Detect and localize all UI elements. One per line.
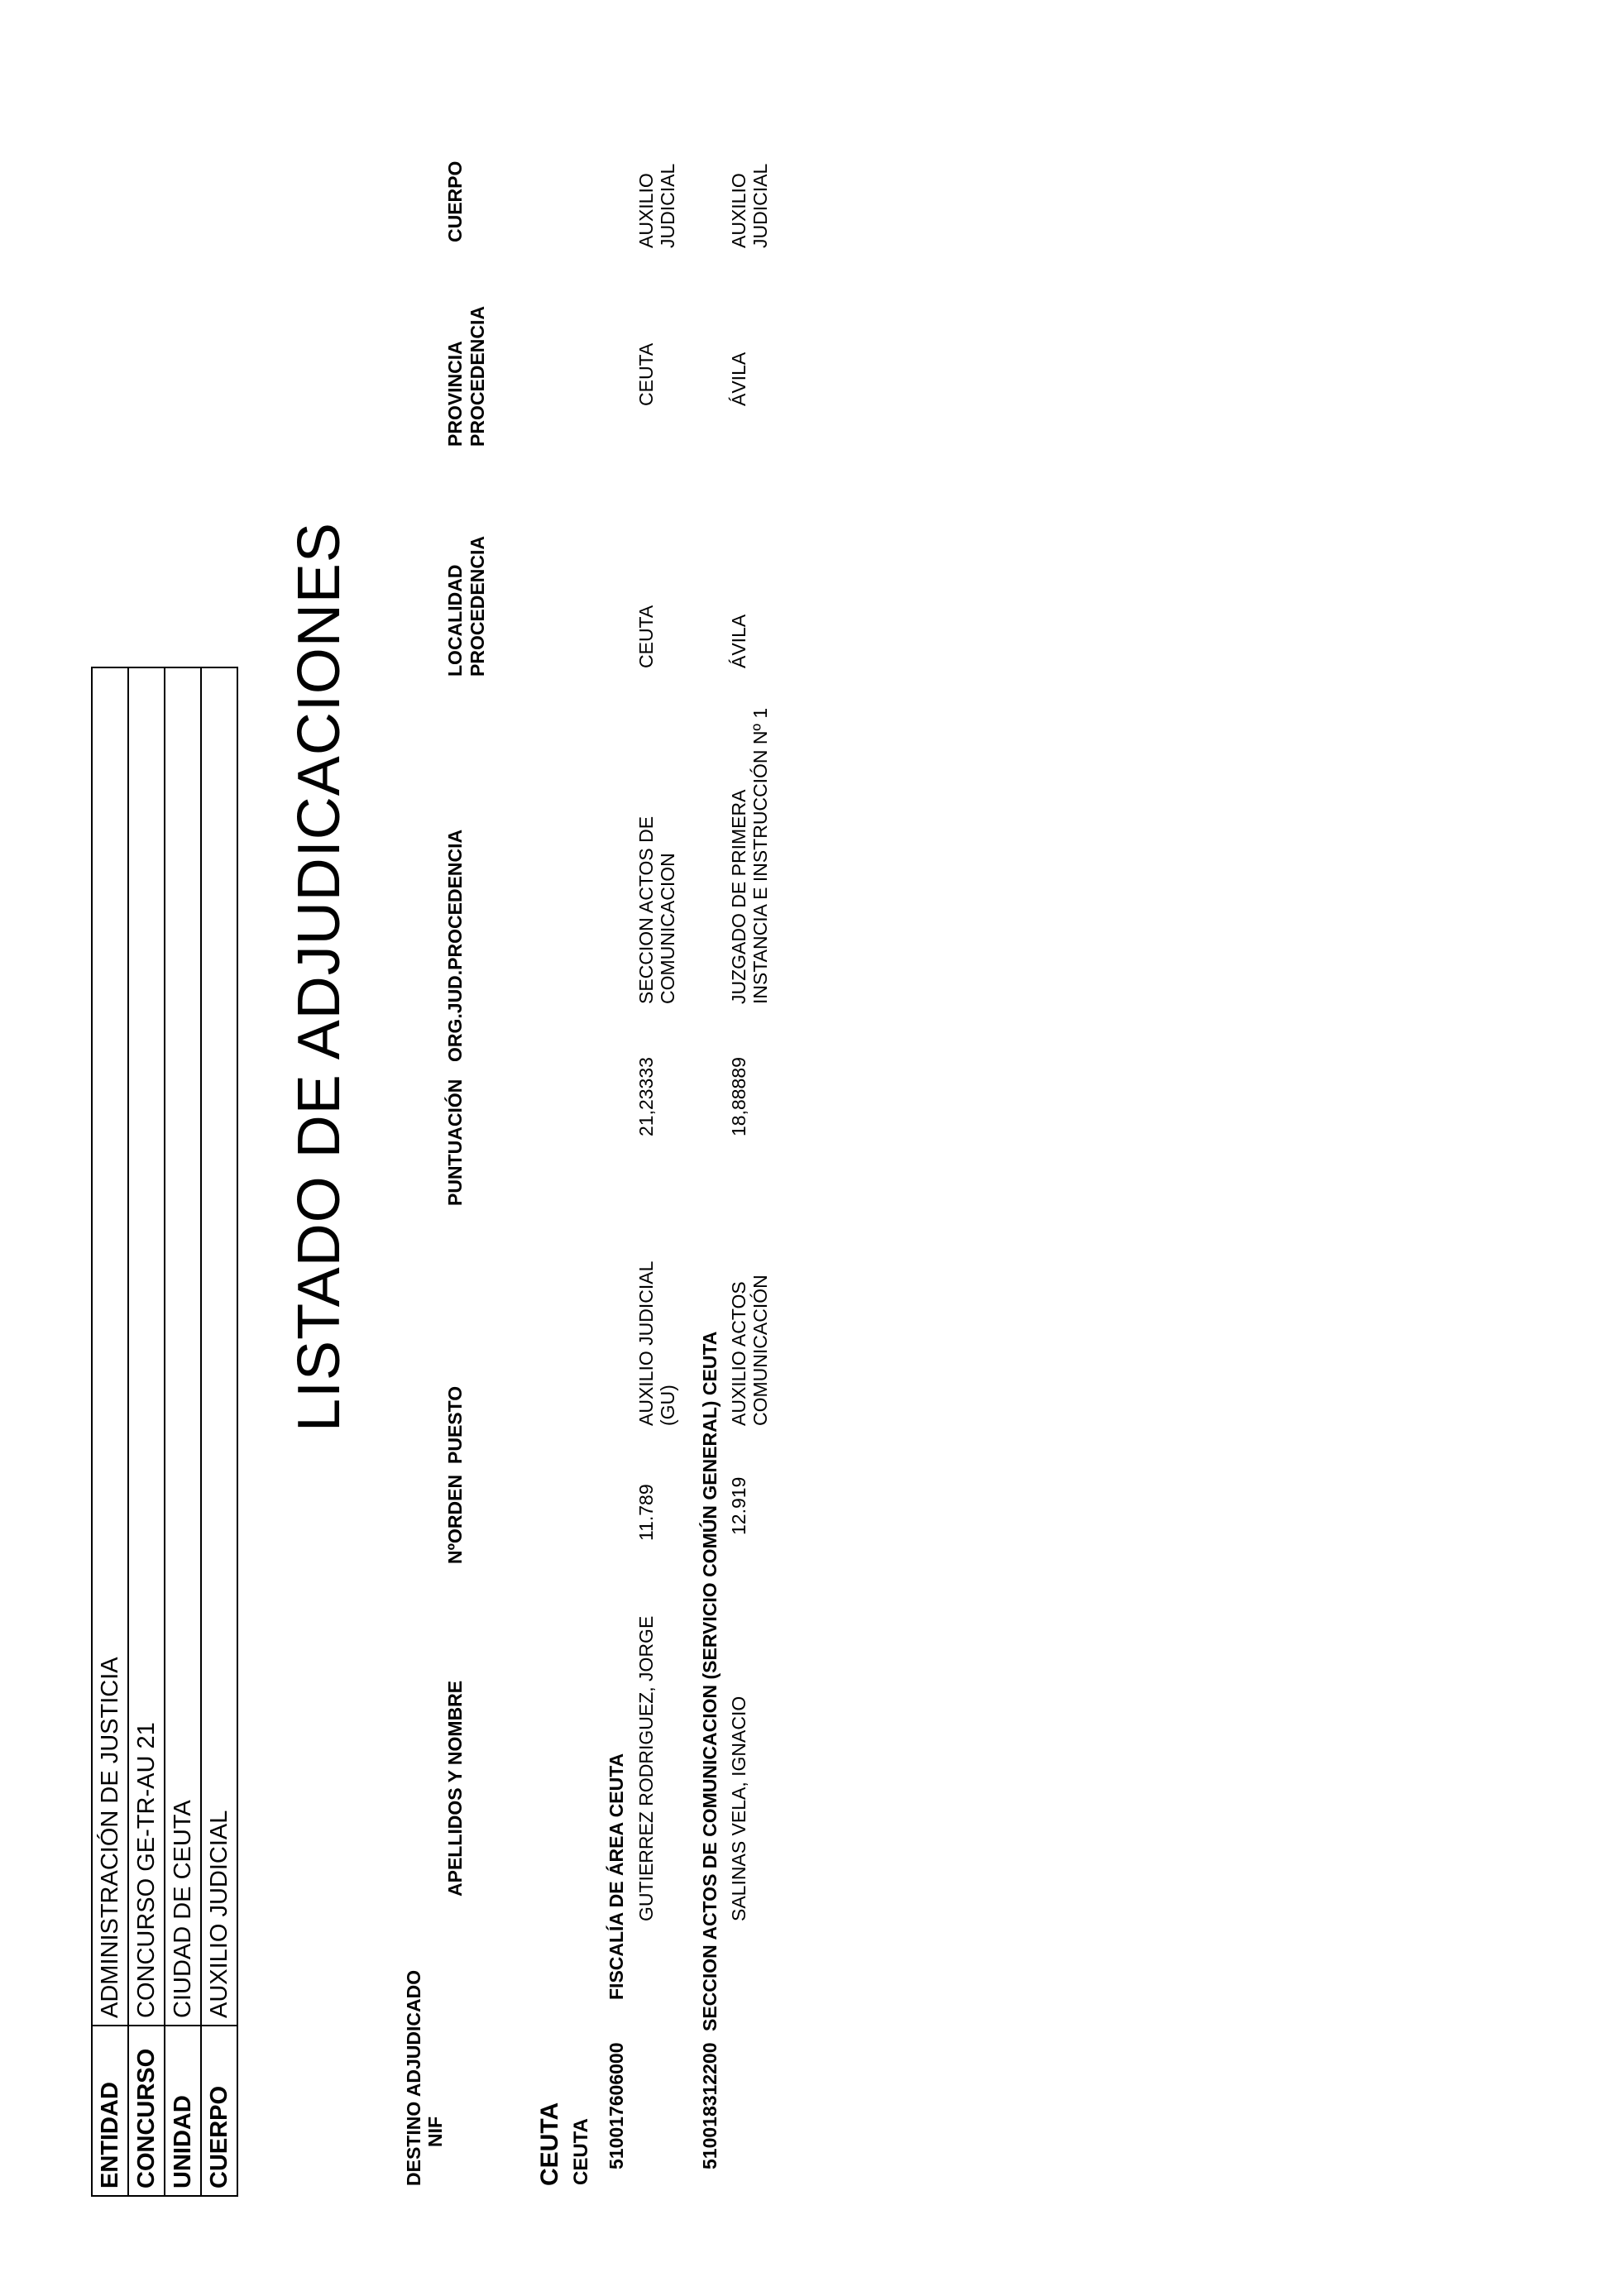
col-header-cuerpo: CUERPO [444,160,466,242]
col-header-provincia-line2: PROCEDENCIA [467,306,488,447]
header-row-entidad [92,667,128,2196]
header-row-cuerpo [201,667,237,2196]
destination-name: FISCALÍA DE ÁREA CEUTA [606,1753,627,2000]
cell-organo [728,708,771,1004]
cell-cuerpo-line1: AUXILIO [635,173,657,248]
cell-provincia: CEUTA [635,342,657,406]
cell-puesto [728,1275,771,1426]
cell-puesto-line2: COMUNICACIÓN [749,1275,771,1426]
col-header-orden: NºORDEN [444,1474,466,1564]
col-header-organo: ORG.JUD.PROCEDENCIA [444,829,466,1062]
group-province: CEUTA [536,2102,563,2186]
cell-organo-line2: INSTANCIA E INSTRUCCIÓN Nº 1 [749,707,771,1004]
header-row-concurso [128,667,165,2196]
col-header-localidad-line2: PROCEDENCIA [467,536,488,677]
cell-localidad: ÁVILA [728,614,749,668]
cell-provincia: ÁVILA [728,352,749,406]
cell-localidad: CEUTA [635,605,657,668]
destination-name: SECCION ACTOS DE COMUNICACION (SERVICIO COMÚN GENERAL) CEUTA [699,1331,721,2031]
cell-organo-line1: JUZGADO DE PRIMERA [728,789,749,1004]
destination-code: 510017606000 [606,2042,627,2169]
cell-puntuacion: 18,88889 [728,1057,749,1136]
col-header-provincia-line1: PROVINCIA [444,341,466,447]
header-row-unidad [165,667,201,2196]
cell-puesto [635,1261,678,1426]
cell-cuerpo [635,164,678,248]
header-label: UNIDAD [165,2026,201,2196]
col-header-nif: NIF [424,2116,446,2147]
header-info-table [91,667,238,2197]
cell-puntuacion: 21,23333 [635,1057,657,1136]
col-header-destino: DESTINO ADJUDICADO [403,1969,424,2186]
cell-orden: 12.919 [728,1476,749,1535]
cell-cuerpo-line2: JUDICIAL [657,163,678,248]
col-header-puntuacion: PUNTUACIÓN [444,1079,466,1206]
header-label: CONCURSO [128,2026,165,2196]
cell-nombre: GUTIERREZ RODRIGUEZ, JORGE [635,1615,657,1921]
cell-puesto-line2: (GU) [657,1385,678,1426]
cell-organo-line2: COMUNICACION [657,853,678,1004]
cell-cuerpo-line2: JUDICIAL [749,163,771,248]
col-header-localidad-line1: LOCALIDAD [444,564,466,677]
header-label: CUERPO [201,2026,237,2196]
header-label: ENTIDAD [92,2026,128,2196]
col-header-apellidos: APELLIDOS Y NOMBRE [444,1680,466,1897]
header-value: CIUDAD DE CEUTA [165,667,201,2026]
cell-organo [635,816,678,1004]
header-value: ADMINISTRACIÓN DE JUSTICIA [92,667,128,2026]
cell-orden: 11.789 [635,1484,657,1541]
header-value: AUXILIO JUDICIAL [201,667,237,2026]
header-value: CONCURSO GE-TR-AU 21 [128,667,165,2026]
cell-cuerpo [728,164,771,248]
col-header-provincia [444,306,489,447]
cell-puesto-line1: AUXILIO JUDICIAL [635,1260,657,1426]
cell-nombre: SALINAS VELA, IGNACIO [728,1696,749,1921]
cell-cuerpo-line1: AUXILIO [728,173,749,248]
cell-organo-line1: SECCION ACTOS DE [635,816,657,1004]
cell-puesto-line1: AUXILIO ACTOS [728,1281,749,1426]
page-title: LISTADO DE ADJUDICACIONES [286,522,352,1432]
group-city: CEUTA [570,2118,592,2185]
col-header-puesto: PUESTO [444,1385,466,1464]
col-header-localidad [444,536,489,677]
destination-code: 510018312200 [699,2042,721,2169]
